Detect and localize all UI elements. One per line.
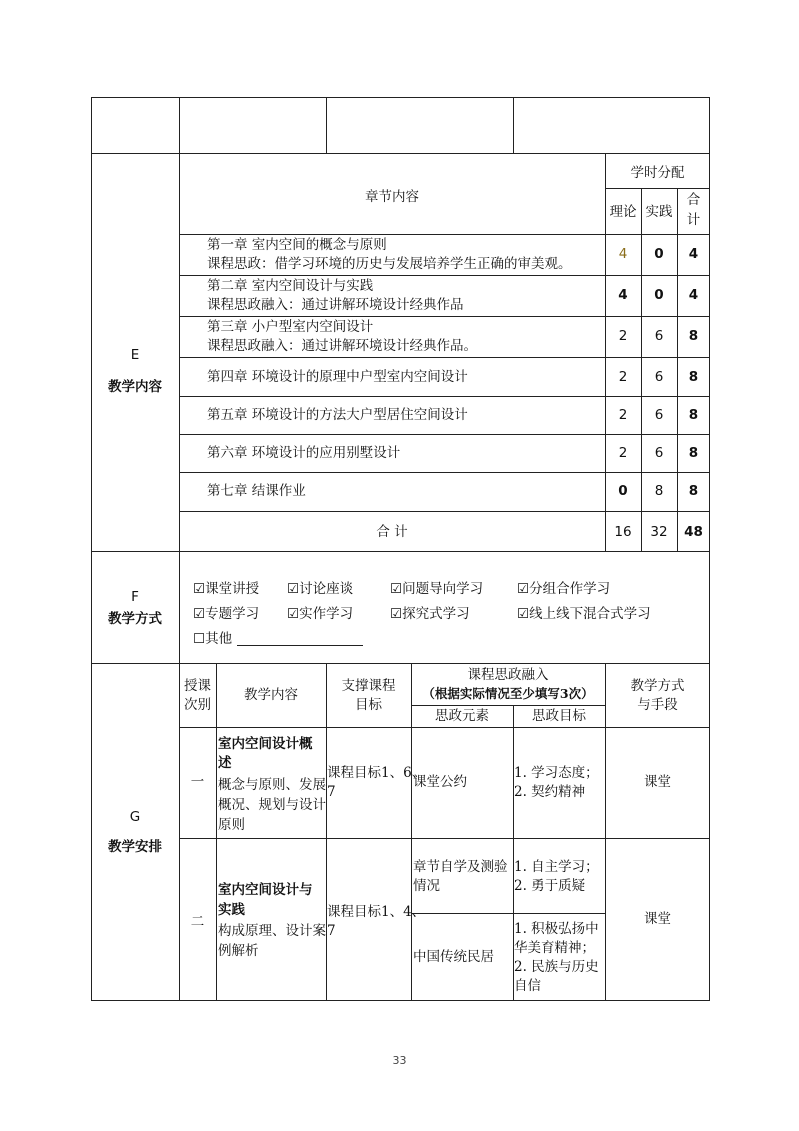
row-divider xyxy=(179,275,710,276)
chapter-theory: 4 xyxy=(618,246,628,262)
chapter-practice: 6 xyxy=(654,407,664,423)
section-g-label: 教学安排 xyxy=(108,839,162,855)
chapter-practice: 6 xyxy=(654,369,664,385)
row-divider xyxy=(91,551,710,552)
row-divider xyxy=(91,663,710,664)
page-number: 33 xyxy=(392,1054,407,1067)
ideology-target: 自信 xyxy=(514,978,541,994)
col-divider xyxy=(326,97,327,153)
table-border-right xyxy=(709,97,710,1001)
row-divider xyxy=(179,838,710,839)
chapter-total: 8 xyxy=(688,328,699,344)
row-divider xyxy=(411,913,605,914)
lesson-goal: 课程目标1、4、 xyxy=(327,904,426,920)
other-checkbox[interactable]: ☐其他 xyxy=(193,631,233,647)
section-e-letter: E xyxy=(130,347,140,363)
row-divider xyxy=(91,153,710,154)
ideology-header-note: （根据实际情况至少填写3次） xyxy=(422,686,594,701)
row-divider xyxy=(605,188,710,189)
other-fill-line[interactable] xyxy=(237,645,363,646)
theory-header: 理论 xyxy=(609,204,637,220)
row-divider xyxy=(179,727,710,728)
chapter-ideology: 课程思政融入：通过讲解环境设计经典作品 xyxy=(207,297,464,313)
goal-header: 目标 xyxy=(355,697,382,713)
chapter-theory: 4 xyxy=(618,287,628,303)
ideology-element: 课堂公约 xyxy=(413,774,467,790)
chapter-theory: 2 xyxy=(618,445,628,461)
col-divider xyxy=(513,97,514,153)
method-checkbox[interactable]: ☑问题导向学习 xyxy=(390,581,484,597)
chapter-theory: 2 xyxy=(618,407,628,423)
ideology-target: 2. 民族与历史 xyxy=(514,959,599,975)
method-header: 教学方式 xyxy=(630,678,685,694)
hours-allocation-header: 学时分配 xyxy=(630,165,685,181)
table-border-bottom xyxy=(91,1000,710,1001)
lesson-desc: 构成原理、设计案 xyxy=(218,923,326,939)
ideology-target: 2. 勇于质疑 xyxy=(514,878,586,894)
lesson-desc: 例解析 xyxy=(218,943,259,959)
chapter-ideology: 课程思政：借学习环境的历史与发展培养学生正确的审美观。 xyxy=(207,256,572,272)
lesson-goal: 7 xyxy=(327,923,336,939)
teaching-method: 课堂 xyxy=(644,774,671,790)
sum-label: 合 计 xyxy=(376,524,408,540)
method-header: 与手段 xyxy=(637,697,678,713)
col-divider xyxy=(216,663,217,1000)
session-header: 授课 xyxy=(184,678,211,694)
chapter-title: 第三章 小户型室内空间设计 xyxy=(207,319,374,335)
chapter-total: 8 xyxy=(688,483,699,499)
chapter-title: 第七章 结课作业 xyxy=(207,483,306,499)
row-divider xyxy=(411,705,605,706)
total-header: 合 xyxy=(686,192,701,208)
chapter-total: 4 xyxy=(688,287,699,303)
chapter-title: 第二章 室内空间设计与实践 xyxy=(207,278,374,294)
session-number: 一 xyxy=(190,774,205,790)
chapter-title: 第四章 环境设计的原理中户型室内空间设计 xyxy=(207,369,468,385)
lesson-title: 实践 xyxy=(218,902,245,918)
goal-header: 支撑课程 xyxy=(341,678,396,694)
practice-header: 实践 xyxy=(645,204,673,220)
session-header: 次别 xyxy=(184,697,211,713)
chapter-title: 第五章 环境设计的方法大户型居住空间设计 xyxy=(207,407,468,423)
ideology-target: 1. 自主学习； xyxy=(514,859,599,875)
table-border-top xyxy=(91,97,710,98)
lesson-desc: 原则 xyxy=(218,817,245,833)
row-divider xyxy=(179,434,710,435)
method-checkbox[interactable]: ☑探究式学习 xyxy=(390,606,470,622)
ideology-element: 情况 xyxy=(413,878,440,894)
ideology-header: 课程思政融入 xyxy=(467,667,549,683)
lesson-title: 室内空间设计概 xyxy=(218,736,313,752)
chapter-practice: 6 xyxy=(654,328,664,344)
chapter-theory: 2 xyxy=(618,369,628,385)
chapter-practice: 0 xyxy=(654,287,664,303)
chapter-theory: 0 xyxy=(618,483,628,499)
sum-total: 48 xyxy=(684,524,703,540)
row-divider xyxy=(179,316,710,317)
chapter-theory: 2 xyxy=(618,328,628,344)
ideology-target: 2. 契约精神 xyxy=(514,784,586,800)
chapter-total: 4 xyxy=(688,246,699,262)
content-header: 教学内容 xyxy=(244,687,298,703)
col-divider xyxy=(179,97,180,1001)
chapter-total: 8 xyxy=(688,407,699,423)
ideology-element: 章节自学及测验 xyxy=(413,859,508,875)
ideology-target: 1. 积极弘扬中 xyxy=(514,921,599,937)
method-checkbox[interactable]: ☑讨论座谈 xyxy=(287,581,354,597)
teaching-method: 课堂 xyxy=(644,911,671,927)
chapter-total: 8 xyxy=(688,445,699,461)
ideology-target: 1. 学习态度； xyxy=(514,765,599,781)
row-divider xyxy=(179,357,710,358)
sum-theory: 16 xyxy=(614,524,632,540)
ideology-target: 华美育精神； xyxy=(514,940,595,956)
chapter-title: 第一章 室内空间的概念与原则 xyxy=(207,237,387,253)
lesson-desc: 概况、规划与设计 xyxy=(218,797,326,813)
section-g-letter: G xyxy=(129,809,141,825)
chapter-title: 第六章 环境设计的应用别墅设计 xyxy=(207,445,401,461)
chapter-practice: 8 xyxy=(654,483,664,499)
row-divider xyxy=(179,472,710,473)
method-checkbox[interactable]: ☑线上线下混合式学习 xyxy=(517,606,651,622)
target-header: 思政目标 xyxy=(532,708,586,724)
lesson-goal: 课程目标1、6、 xyxy=(327,765,426,781)
chapter-ideology: 课程思政融入：通过讲解环境设计经典作品。 xyxy=(207,338,477,354)
chapter-content-header: 章节内容 xyxy=(365,189,419,205)
row-divider xyxy=(179,396,710,397)
chapter-practice: 0 xyxy=(654,246,664,262)
method-checkbox[interactable]: ☑专题学习 xyxy=(193,606,260,622)
session-number: 二 xyxy=(190,914,205,930)
lesson-title: 室内空间设计与 xyxy=(218,882,313,898)
method-checkbox[interactable]: ☑实作学习 xyxy=(287,606,354,622)
row-divider xyxy=(179,511,710,512)
sum-practice: 32 xyxy=(650,524,668,540)
method-checkbox[interactable]: ☑课堂讲授 xyxy=(193,581,260,597)
section-e-label: 教学内容 xyxy=(108,379,162,395)
total-header: 计 xyxy=(686,212,701,228)
chapter-total: 8 xyxy=(688,369,699,385)
lesson-goal: 7 xyxy=(327,784,336,800)
lesson-title: 述 xyxy=(218,755,232,771)
section-f-letter: F xyxy=(131,589,139,605)
chapter-practice: 6 xyxy=(654,445,664,461)
row-divider xyxy=(179,234,710,235)
method-checkbox[interactable]: ☑分组合作学习 xyxy=(517,581,611,597)
lesson-desc: 概念与原则、发展 xyxy=(218,777,326,793)
element-header: 思政元素 xyxy=(435,708,489,724)
ideology-element: 中国传统民居 xyxy=(413,949,494,965)
table-border-left xyxy=(91,97,92,1001)
section-f-label: 教学方式 xyxy=(108,611,162,627)
